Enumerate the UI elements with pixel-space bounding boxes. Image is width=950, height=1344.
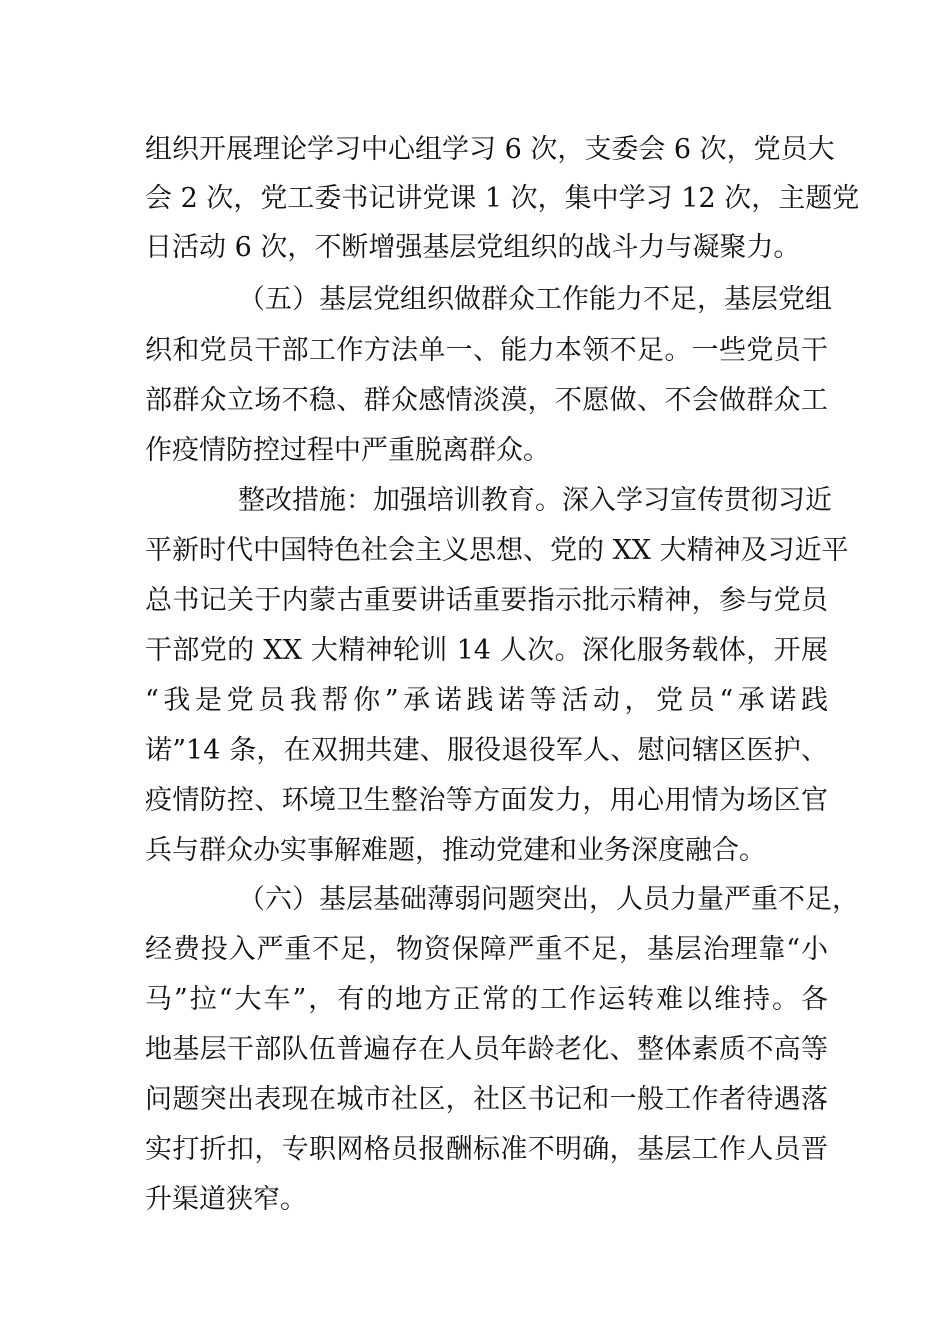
text-line: 组织开展理论学习中心组学习 6 次，支委会 6 次，党员大 (145, 134, 835, 165)
text-line: 整改措施：加强培训教育。深入学习宣传贯彻习近 (238, 485, 832, 516)
text-line: 织和党员干部工作方法单一、能力本领不足。一些党员干 (145, 335, 828, 366)
text-line: （六）基层基础薄弱问题突出，人员力量严重不足， (238, 884, 859, 915)
text-line: 总书记关于内蒙古重要讲话重要指示批示精神，参与党员 (145, 585, 828, 616)
text-line: 马”拉“大车”，有的地方正常的工作运转难以维持。各 (145, 984, 828, 1015)
text-line: 疫情防控、环境卫生整治等方面发力，用心用情为场区官 (145, 785, 828, 816)
text-line: 经费投入严重不足，物资保障严重不足，基层治理靠“小 (145, 934, 828, 965)
text-line: （五）基层党组织做群众工作能力不足，基层党组 (238, 284, 832, 315)
text-line: “我是党员我帮你”承诺践诺等活动，党员“承诺践 (145, 685, 828, 716)
text-line: 地基层干部队伍普遍存在人员年龄老化、整体素质不高等 (145, 1034, 828, 1065)
text-line: 兵与群众办实事解难题，推动党建和业务深度融合。 (145, 835, 766, 866)
text-line: 会 2 次，党工委书记讲党课 1 次，集中学习 12 次，主题党 (145, 183, 860, 214)
text-line: 平新时代中国特色社会主义思想、党的 XX 大精神及习近平 (145, 535, 849, 566)
text-line: 作疫情防控过程中严重脱离群众。 (145, 435, 550, 466)
text-line: 干部党的 XX 大精神轮训 14 人次。深化服务载体，开展 (145, 635, 828, 666)
text-line: 诺”14 条，在双拥共建、服役退役军人、慰问辖区医护、 (145, 735, 828, 766)
text-line: 部群众立场不稳、群众感情淡漠，不愿做、不会做群众工 (145, 385, 828, 416)
text-line: 问题突出表现在城市社区，社区书记和一般工作者待遇落 (145, 1084, 828, 1115)
text-line: 升渠道狭窄。 (145, 1184, 307, 1215)
text-line: 日活动 6 次，不断增强基层党组织的战斗力与凝聚力。 (145, 232, 801, 263)
text-line: 实打折扣，专职网格员报酬标准不明确，基层工作人员晋 (145, 1134, 828, 1165)
